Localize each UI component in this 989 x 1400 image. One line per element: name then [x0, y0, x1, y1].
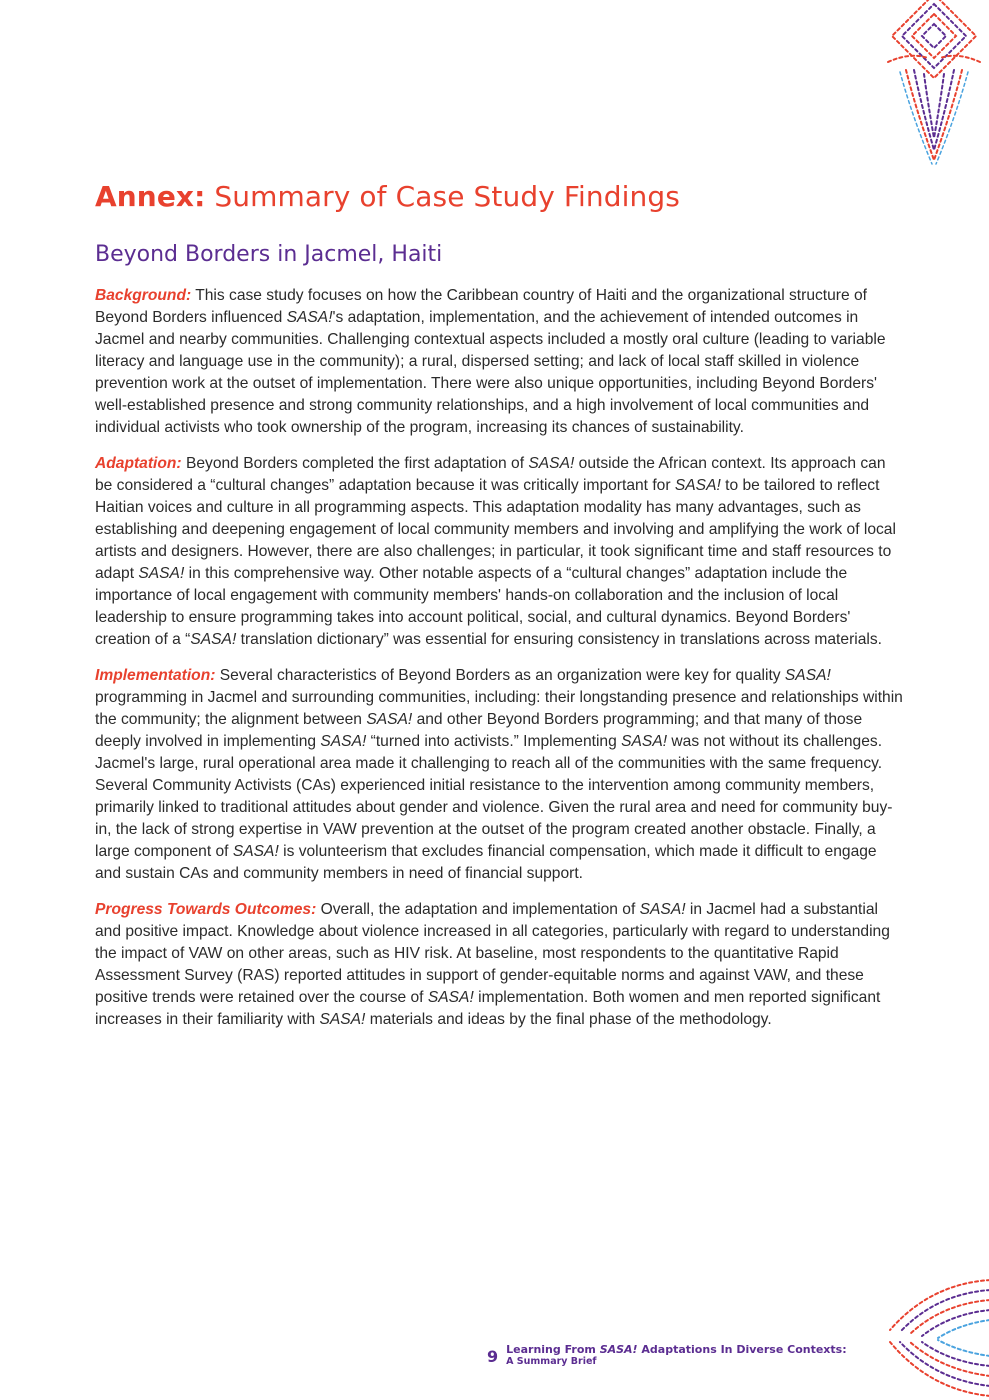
case-study-title: Beyond Borders in Jacmel, Haiti: [95, 242, 443, 267]
decorative-pattern-bottom: [860, 1270, 989, 1400]
body-text: 's adaptation, implementation, and the achievement of intended outcomes in Jacmel and nearby communities. Challenging contextual aspects included a mostly oral culture (leading to variable literacy and language use in the community); a rural, dispersed setting; and lack of local staff skilled in violence prevention work at the outset of implementation. There were also unique opportunities, including Beyond Borders' well-established presence and strong community relationships, and a high involvement of local communities and individual activists who took ownership of the program, increasing its chances of sustainability.: [95, 309, 886, 436]
page-number: 9: [487, 1346, 499, 1366]
progress-towards-outcomes-label: Progress Towards Outcomes:: [95, 901, 317, 918]
sasa-italic: SASA!: [784, 667, 831, 684]
body-text: “turned into activists.” Implementing: [366, 733, 622, 750]
sasa-italic: SASA!: [286, 309, 333, 326]
annex-heading-rest: Summary of Case Study Findings: [214, 180, 680, 213]
background-label: Background:: [95, 287, 192, 304]
sasa-italic: SASA!: [674, 477, 721, 494]
progress-towards-outcomes-paragraph: [95, 899, 905, 1031]
footer-subtitle: A Summary Brief: [506, 1356, 597, 1367]
body-text: Several characteristics of Beyond Borders as an organization were key for quality: [219, 667, 785, 684]
sasa-italic: SASA!: [232, 843, 279, 860]
sasa-italic: SASA!: [366, 711, 413, 728]
body-text: and other Beyond Borders programming; and that many of those deeply involved in implementing: [95, 711, 863, 750]
sasa-italic: SASA!: [319, 1011, 366, 1028]
body-text: This case study focuses on how the Caribbean country of Haiti and the organizational structure of Beyond Borders influenced: [95, 287, 868, 326]
body-text: to be tailored to reflect Haitian voices and culture in all programming aspects. This adaptation modality has many advantages, such as establishing and deepening engagement of local community members and involving and amplifying the work of local artists and designers. However, there are also challenges; in particular, it took significant time and staff resources to adapt: [95, 477, 896, 582]
sasa-italic: SASA!: [639, 901, 686, 918]
case-study-body: [95, 285, 905, 1045]
body-text: Overall, the adaptation and implementation of: [320, 901, 640, 918]
implementation-paragraph: [95, 665, 905, 885]
sasa-italic: SASA!: [320, 733, 367, 750]
body-text: translation dictionary” was essential for ensuring consistency in translations across materials.: [236, 631, 882, 648]
body-text: was not without its challenges. Jacmel's large, rural operational area made it challenging to reach all of the communities with the same frequency. Several Community Activists (CAs) experienced initial resistance to the intervention among community members, primarily linked to traditional attitudes about gender and violence. Given the rural area and need for community buy-in, the lack of strong expertise in VAW prevention at the outset of the program created another obstacle. Finally, a large component of: [95, 733, 893, 860]
sasa-italic: SASA!: [190, 631, 237, 648]
body-text: in Jacmel had a substantial and positive impact. Knowledge about violence increased in all categories, particularly with regard to understanding the impact of VAW on other areas, such as HIV risk. At baseline, most respondents to the quantitative Rapid Assessment Survey (RAS) reported attitudes in support of gender-equitable norms and against VAW, and these positive trends were retained over the course of: [95, 901, 890, 1006]
annex-heading: [95, 180, 680, 213]
page-footer: [487, 1341, 847, 1371]
body-text: is volunteerism that excludes financial compensation, which made it difficult to engage and sustain CAs and community members in need of financial support.: [95, 843, 877, 882]
decorative-pattern-top: [870, 0, 989, 165]
footer-title-part2: Adaptations In Diverse Contexts:: [637, 1343, 847, 1356]
body-text: outside the African context. Its approach can be considered a “cultural changes” adaptation because it was critically important for: [95, 455, 886, 494]
footer-title: [506, 1344, 846, 1368]
body-text: materials and ideas by the final phase of the methodology.: [365, 1011, 772, 1028]
footer-title-part1: Learning From: [506, 1343, 600, 1356]
sasa-italic: SASA!: [427, 989, 474, 1006]
body-text: in this comprehensive way. Other notable aspects of a “cultural changes” adaptation include the importance of local engagement with community members' hands-on collaboration and the inclusion of local leadership to ensure programming takes into account political, social, and cultural dynamics. Beyond Borders' creation of a “: [95, 565, 851, 648]
adaptation-label: Adaptation:: [95, 455, 182, 472]
footer-title-sasa: SASA!: [599, 1343, 638, 1356]
background-paragraph: [95, 285, 905, 439]
sasa-italic: SASA!: [138, 565, 185, 582]
body-text: Beyond Borders completed the first adaptation of: [185, 455, 529, 472]
annex-heading-lead: Annex:: [95, 180, 206, 213]
implementation-label: Implementation:: [95, 667, 216, 684]
body-text: programming in Jacmel and surrounding communities, including: their longstanding presence and relationships within the community; the alignment between: [95, 689, 903, 728]
adaptation-paragraph: [95, 453, 905, 651]
footer-title-line1: [506, 1344, 846, 1356]
sasa-italic: SASA!: [621, 733, 668, 750]
body-text: implementation. Both women and men reported significant increases in their familiarity with: [95, 989, 881, 1028]
sasa-italic: SASA!: [528, 455, 575, 472]
